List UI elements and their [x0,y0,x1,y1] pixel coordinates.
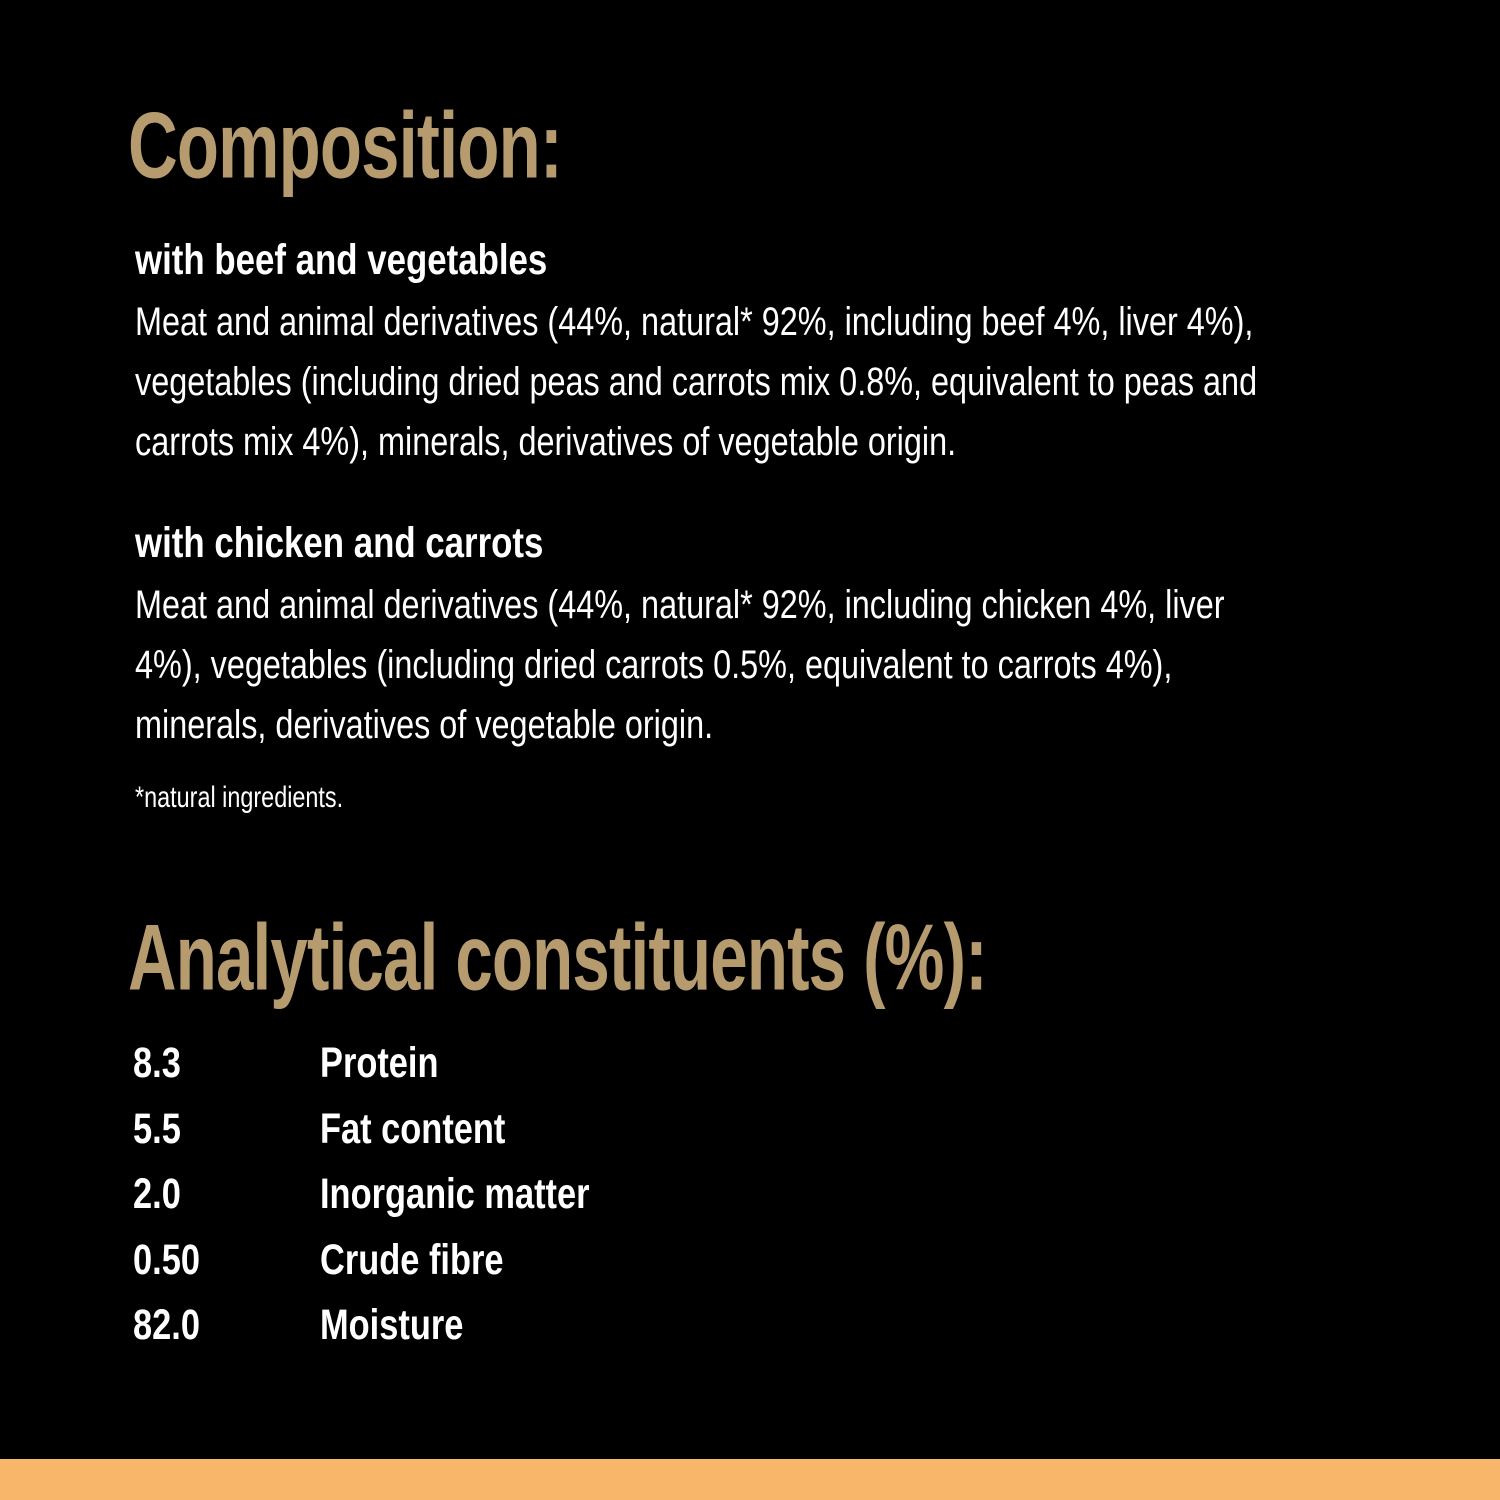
constituent-row [133,1101,1133,1167]
constituent-row [133,1166,1133,1232]
ingredient-line: Meat and animal derivatives (44%, natural* 92%, including beef 4%, liver 4%), [135,300,1254,344]
recipe-chicken-carrots [135,517,1350,755]
recipe-title: with chicken and carrots [135,519,544,567]
recipe-beef-vegetables [135,234,1350,472]
constituent-name: Crude fibre [320,1235,504,1284]
footnote: *natural ingredients. [135,781,344,814]
ingredient-line: carrots mix 4%), minerals, derivatives of vegetable origin. [135,420,957,464]
constituent-value: 5.5 [133,1104,181,1153]
constituent-value: 0.50 [133,1235,200,1284]
constituent-row [133,1035,1133,1101]
bottom-accent-bar [0,1459,1500,1500]
constituent-name: Protein [320,1039,439,1087]
composition-heading: Composition: [128,92,562,198]
constituent-row [133,1232,1133,1298]
ingredient-line: minerals, derivatives of vegetable origin. [135,703,714,747]
constituent-value: 8.3 [133,1039,181,1087]
constituent-name: Inorganic matter [320,1170,590,1218]
ingredient-line: vegetables (including dried peas and carrots mix 0.8%, equivalent to peas and [135,360,1258,404]
recipe-ingredients [135,575,1350,755]
recipe-title: with beef and vegetables [135,236,548,284]
constituent-name: Moisture [320,1301,464,1349]
constituents-table [133,1035,1133,1363]
constituent-name: Fat content [320,1104,506,1153]
recipe-ingredients [135,292,1350,472]
constituent-value: 2.0 [133,1170,181,1218]
constituent-value: 82.0 [133,1301,200,1349]
constituent-row [133,1297,1133,1363]
ingredient-line: 4%), vegetables (including dried carrots 0.5%, equivalent to carrots 4%), [135,643,1173,687]
ingredient-line: Meat and animal derivatives (44%, natural* 92%, including chicken 4%, liver [135,583,1225,627]
analytical-heading: Analytical constituents (%): [128,904,987,1010]
